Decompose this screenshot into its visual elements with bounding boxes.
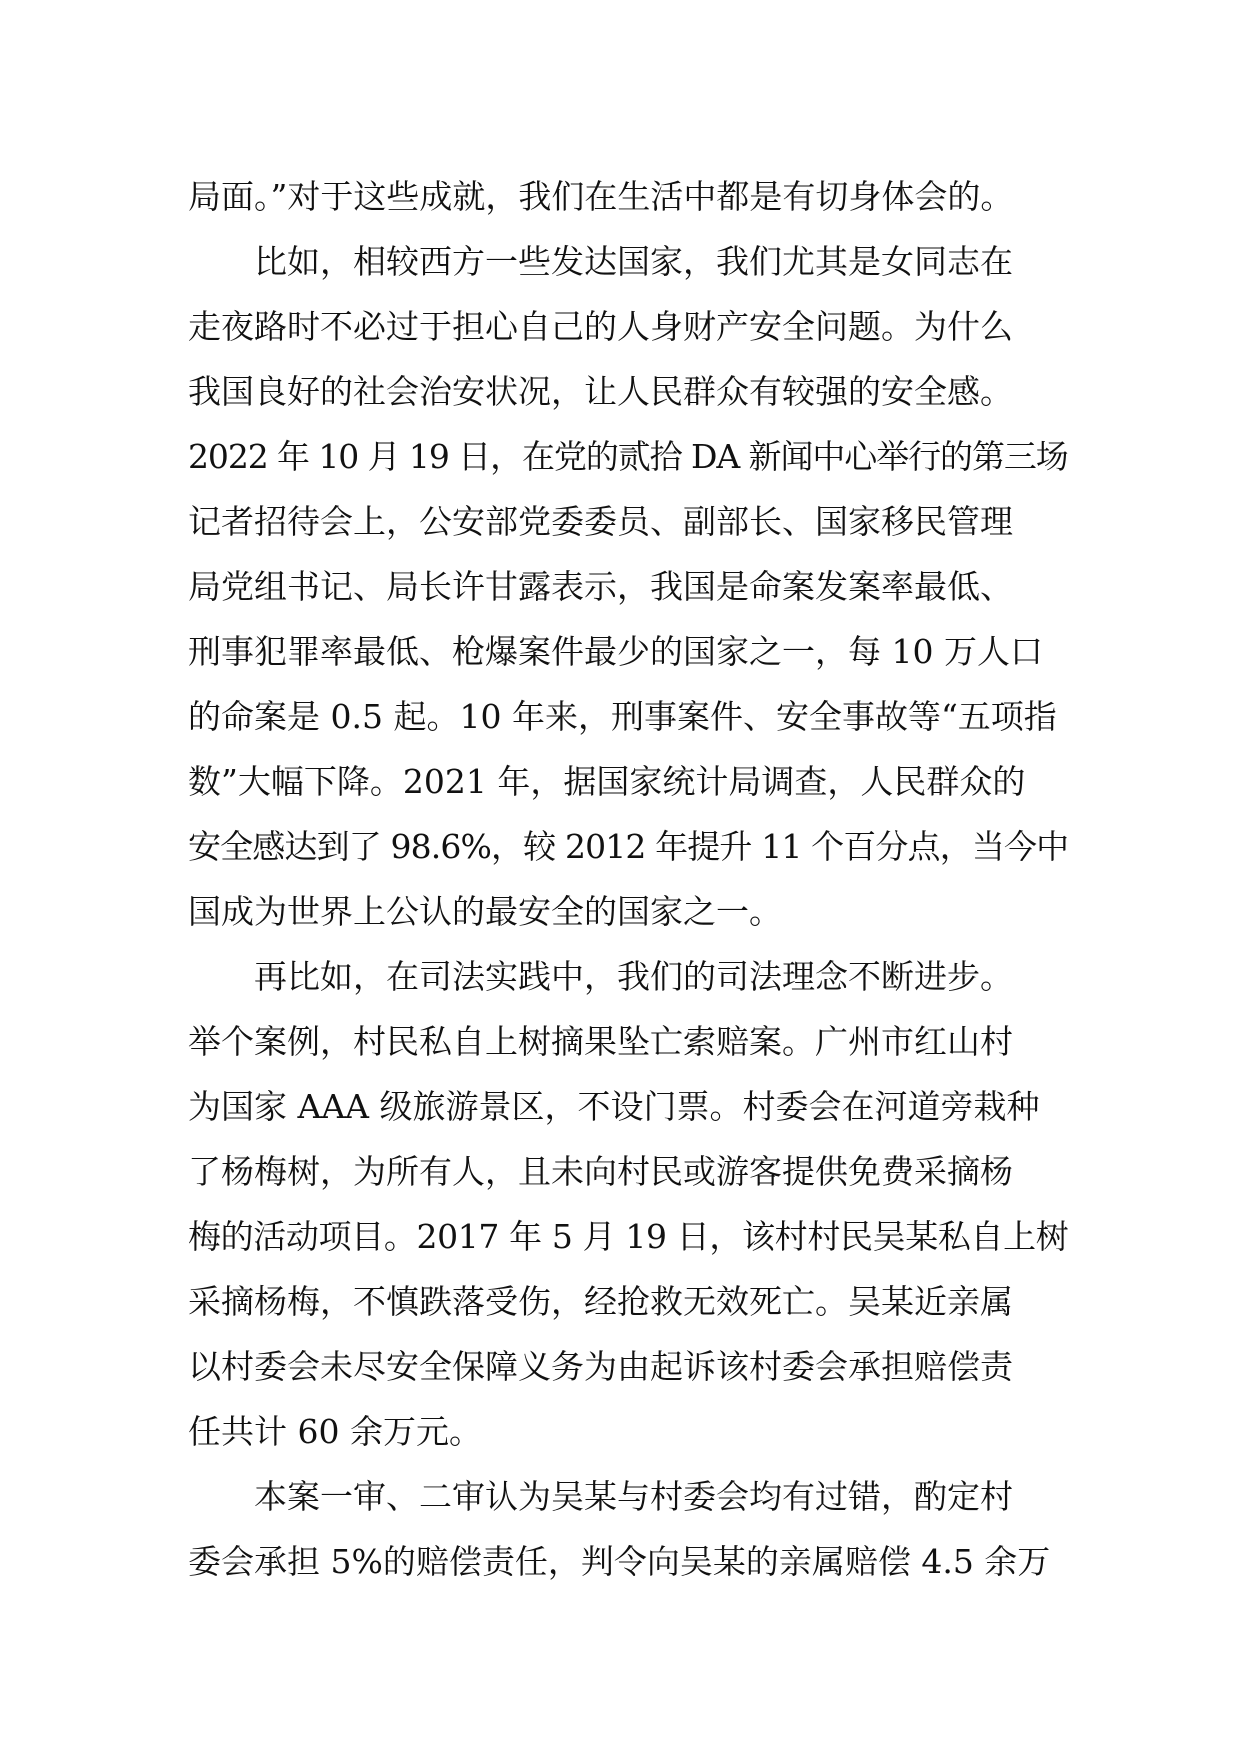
text-line: 刑事犯罪率最低、枪爆案件最少的国家之一，每 10 万人口 — [188, 632, 1043, 671]
text-line: 本案一审、二审认为吴某与村委会均有过错，酌定村 — [254, 1477, 1013, 1516]
text-line: 以村委会未尽安全保障义务为由起诉该村委会承担赔偿责 — [188, 1347, 1013, 1386]
text-line: 采摘杨梅，不慎跌落受伤，经抢救无效死亡。吴某近亲属 — [188, 1282, 1013, 1321]
text-line: 比如，相较西方一些发达国家，我们尤其是女同志在 — [254, 242, 1013, 281]
body-text — [188, 164, 1068, 1594]
text-line: 数”大幅下降。2021 年，据国家统计局调查，人民群众的 — [188, 762, 1026, 801]
text-line: 2022 年 10 月 19 日，在党的贰拾 DA 新闻中心举行的第三场 — [188, 437, 1068, 476]
text-line: 了杨梅树，为所有人，且未向村民或游客提供免费采摘杨 — [188, 1152, 1013, 1191]
text-line: 走夜路时不必过于担心自己的人身财产安全问题。为什么 — [188, 307, 1013, 346]
text-line: 国成为世界上公认的最安全的国家之一。 — [188, 892, 782, 931]
text-line: 记者招待会上，公安部党委委员、副部长、国家移民管理 — [188, 502, 1013, 541]
text-line: 为国家 AAA 级旅游景区，不设门票。村委会在河道旁栽种 — [188, 1087, 1040, 1126]
text-line: 任共计 60 余万元。 — [188, 1412, 482, 1451]
text-line: 委会承担 5%的赔偿责任，判令向吴某的亲属赔偿 4.5 余万 — [188, 1542, 1051, 1581]
text-line: 局党组书记、局长许甘露表示，我国是命案发案率最低、 — [188, 567, 1013, 606]
text-line: 的命案是 0.5 起。10 年来，刑事案件、安全事故等“五项指 — [188, 697, 1057, 736]
text-line: 我国良好的社会治安状况，让人民群众有较强的安全感。 — [188, 372, 1013, 411]
text-line: 安全感达到了 98.6%，较 2012 年提升 11 个百分点，当今中 — [188, 827, 1069, 866]
text-line: 再比如，在司法实践中，我们的司法理念不断进步。 — [254, 957, 1013, 996]
text-line: 梅的活动项目。2017 年 5 月 19 日，该村村民吴某私自上树 — [188, 1217, 1069, 1256]
text-line: 举个案例，村民私自上树摘果坠亡索赔案。广州市红山村 — [188, 1022, 1013, 1061]
text-line: 局面。”对于这些成就，我们在生活中都是有切身体会的。 — [188, 177, 1014, 216]
